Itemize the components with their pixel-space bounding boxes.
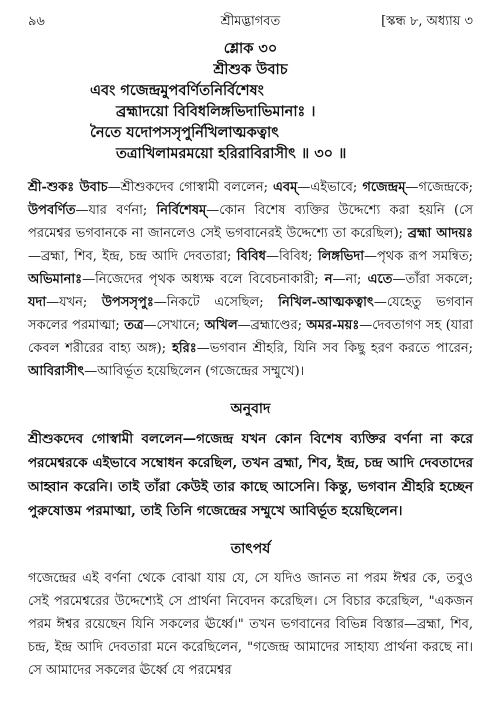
synonym-meaning: —যখন; [46, 295, 102, 310]
synonym-meaning: —যার বর্ণনা; [75, 203, 157, 218]
purport-text: গজেন্দ্রের এই বর্ণনা থেকে বোঝা যায় যে, সে যদিও জানত না পরম ঈশ্বর কে, তবুও সেই পরমেশ্বরের উদ্দেশ্যেই সে প্রার্থনা নিবেদন করেছিল। সে বিচার করেছিল, "একজন পরম ঈশ্বর রয়েছেন যিনি সকলের ঊর্ধ্বে।" তখন ভগবানের বিভিন্ন বিস্তার—ব্রহ্মা, শিব, চন্দ্র, ইন্দ্র আদি দেবতারা মনে করেছিলেন, "গজেন্দ্র আমাদের সাহায্য প্রার্থনা করছে না। সে আমাদের সকলের ঊর্ধ্বে যে পরমেশ্বর [28, 571, 473, 678]
verse-speaker: শ্রীশুক উবাচ [213, 61, 288, 78]
synonym-meaning: —নিজেদের পৃথক অধ্যক্ষ বলে বিবেচনাকারী; [82, 272, 325, 287]
synonym-meaning: —সেখানে; [143, 318, 205, 333]
synonym-word: নির্বিশেষম্ [156, 203, 207, 218]
verse-number: শ্লোক ৩০ [223, 40, 278, 57]
synonym-meaning: —ব্রহ্মাণ্ডের; [237, 318, 307, 333]
synonym-word: ব্রহ্মা আদয়ঃ [407, 226, 473, 241]
synonym-word: অখিল [204, 318, 238, 333]
synonym-word: এতে [367, 272, 393, 287]
synonym-meaning: —শ্রীশুকদেব গোস্বামী বললেন; [107, 180, 273, 195]
synonym-word: তত্র [124, 318, 144, 333]
synonym-meaning: —ব্রহ্মা, শিব, ইন্দ্র, চন্দ্র আদি দেবতারা; [28, 249, 237, 264]
synonym-meaning: —বিবিধ; [265, 249, 318, 264]
synonym-word: উপসসৃপুঃ [101, 295, 154, 310]
synonym-word: অমর-ময়ঃ [306, 318, 360, 333]
synonym-word: আবিরাসীৎ [28, 364, 85, 379]
synonym-word: গজেন্দ্রম্ [362, 180, 406, 195]
word-synonyms [28, 176, 473, 383]
synonym-meaning: —নিকটে এসেছিল; [153, 295, 279, 310]
verse-line-2: ব্রহ্মাদয়ো বিবিধলিঙ্গভিদাভিমানাঃ । [116, 103, 316, 120]
purport-heading: তাৎপর্য [230, 541, 271, 557]
verse-line-4: তত্রাখিলামরময়ো হরিরাবিরাসীৎ ॥ ৩০ ॥ [116, 145, 347, 162]
synonym-word: এবম্ [273, 180, 298, 195]
verse-line-3: নৈতে যদোপসসৃপুর্নিখিলাত্মকত্বাৎ [90, 124, 279, 141]
translation-heading: অনুবাদ [230, 401, 271, 417]
synonym-word: হরিঃ [172, 341, 197, 356]
synonym-word: উপবর্ণিত [28, 203, 76, 218]
synonym-meaning: —না; [332, 272, 368, 287]
sanskrit-verse [28, 38, 473, 164]
synonym-meaning: —দেবতাগণ সহ (যারা কেবল শরীরের বাহ্য অঙ্গ); [28, 318, 473, 356]
synonym-meaning: —তাঁরা সকলে; [392, 272, 473, 287]
book-title: শ্রীমদ্ভাগবত [220, 14, 281, 29]
translation-text: শ্রীশুকদেব গোস্বামী বললেন—গজেন্দ্র যখন কোন বিশেষ ব্যক্তির বর্ণনা না করে পরমেশ্বরকে এইভাবে সম্বোধন করেছিল, তখন ব্রহ্মা, শিব, ইন্দ্র, চন্দ্র আদি দেবতাদের আহ্বান করেনি। তাই তাঁরা কেউই তার কাছে আসেনি। কিন্তু, ভগবান শ্রীহরি হচ্ছেন পুরুষোত্তম পরমাত্মা, তাই তিনি গজেন্দ্রের সম্মুখে আবির্ভূত হয়েছিলেন। [28, 431, 473, 519]
synonym-word: শ্রী-শুকঃ উবাচ [28, 180, 108, 195]
synonym-word: যদা [28, 295, 47, 310]
synonym-meaning: —পৃথক রূপ সমন্বিত; [363, 249, 473, 264]
synonym-meaning: —ভগবান শ্রীহরি, যিনি সব কিছু হরণ করতে পারেন; [196, 341, 473, 356]
synonym-word: অভিমানাঃ [28, 272, 83, 287]
synonym-word: লিঙ্গভিদা [317, 249, 364, 264]
page-number: ৯৬ [28, 14, 45, 29]
synonym-meaning: —আবির্ভূত হয়েছিলেন (গজেন্দ্রের সম্মুখে)। [84, 364, 305, 379]
synonym-word: ন [324, 272, 333, 287]
synonym-meaning: —গজেন্দ্রকে; [405, 180, 474, 195]
page-header [28, 8, 473, 34]
section-reference: [স্কন্ধ ৮, অধ্যায় ৩ [381, 14, 473, 29]
synonym-meaning: —কোন বিশেষ ব্যক্তির উদ্দেশ্যে করা হয়নি (সে পরমেশ্বর ভগবানকে না জানলেও সেই ভগবানেরই উদ্দেশ্যে তা করেছিল); [28, 203, 473, 241]
synonym-meaning: —এইভাবে; [297, 180, 363, 195]
synonym-word: বিবিধ [236, 249, 266, 264]
synonym-meaning: —যেহেতু ভগবান সকলের পরমাত্মা; [28, 295, 473, 333]
synonym-word: নিখিল-আত্মকত্বাৎ [278, 295, 374, 310]
verse-line-1: এবং গজেন্দ্রমুপবর্ণিতনির্বিশেষং [90, 82, 264, 99]
